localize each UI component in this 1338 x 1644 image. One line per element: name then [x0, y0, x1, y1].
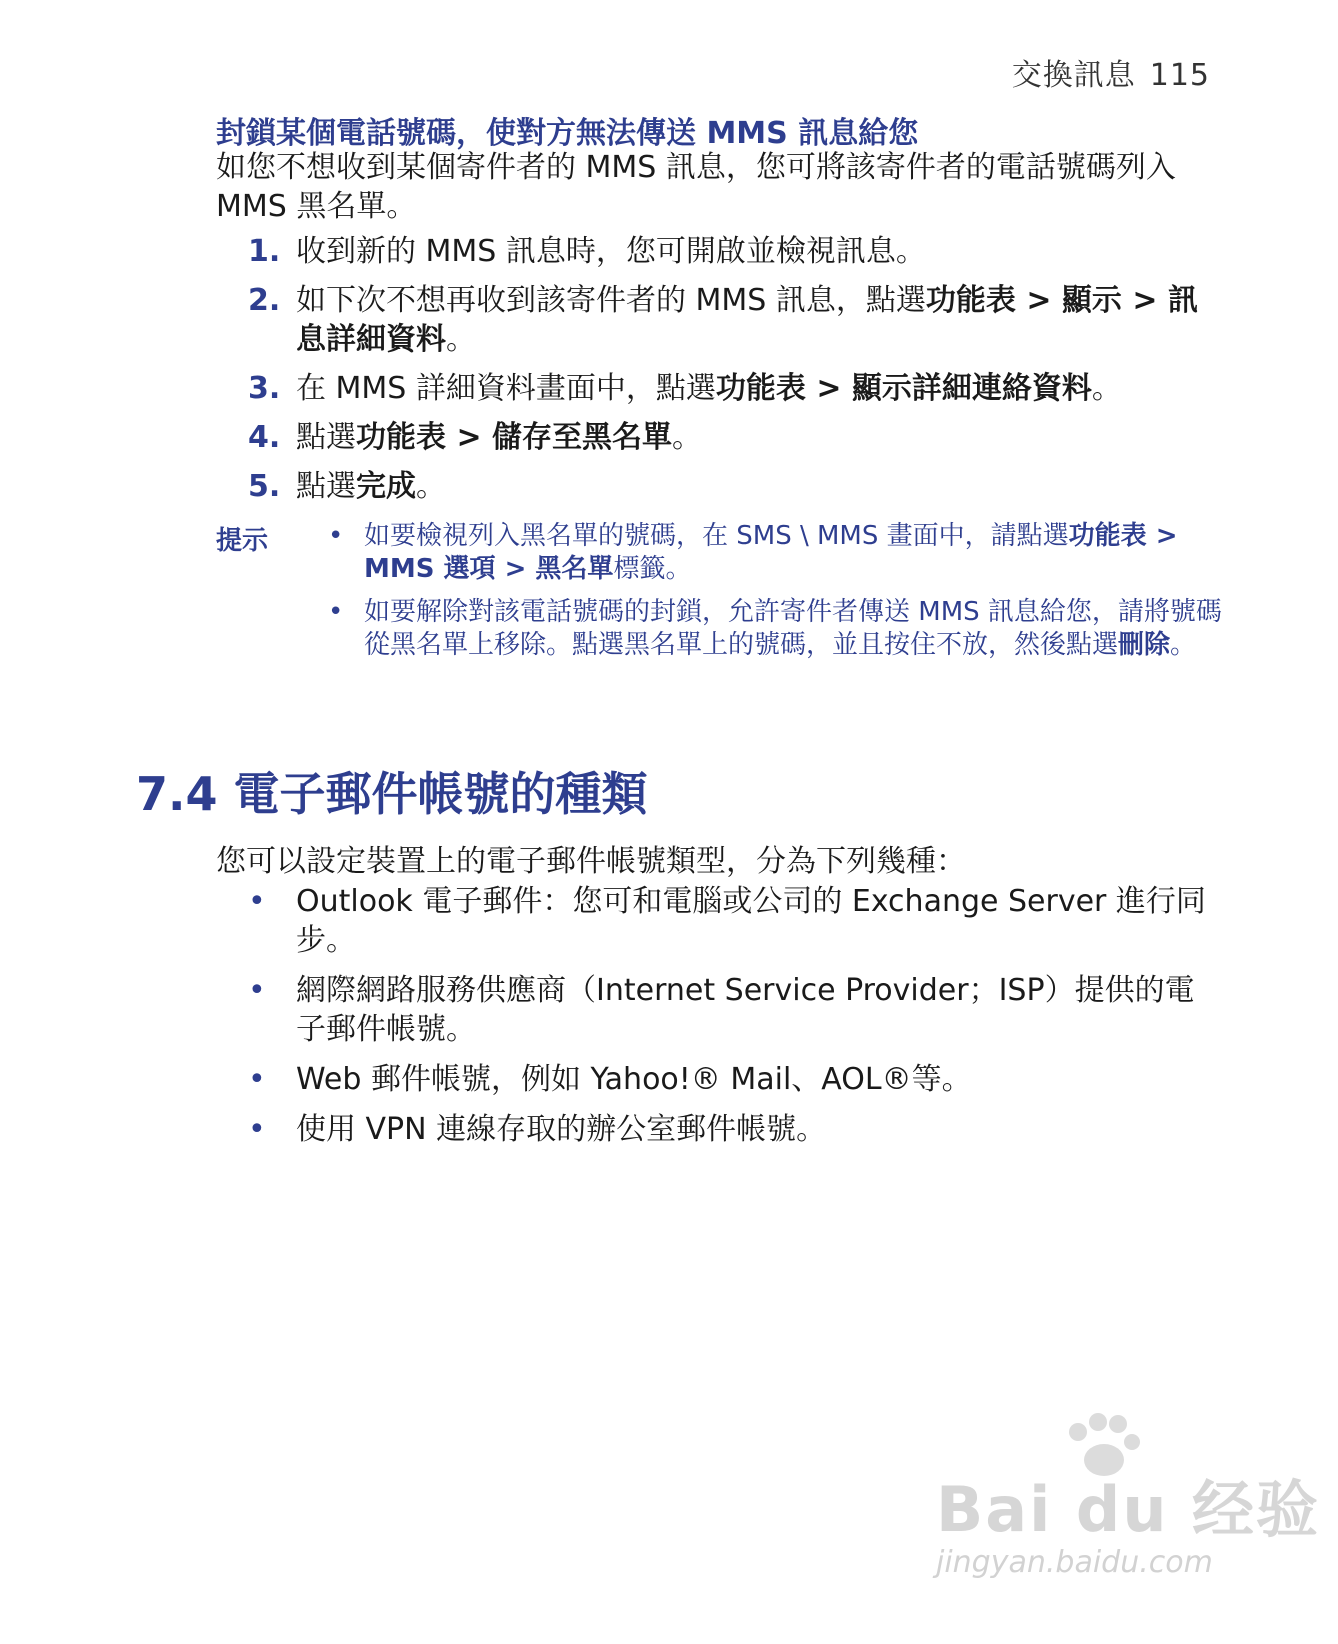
tips-block	[216, 520, 1226, 672]
bullet-icon: •	[328, 521, 344, 551]
page-header	[1012, 50, 1210, 94]
tip-item: • 如要解除對該電話號碼的封鎖，允許寄件者傳送 MMS 訊息給您，請將號碼從黑名單上移除。點選黑名單上的號碼，並且按住不放，然後點選刪除。	[328, 597, 1222, 660]
step-text: 收到新的 MMS 訊息時，您可開啟並檢視訊息。	[296, 234, 926, 269]
step-text: 如下次不想再收到該寄件者的 MMS 訊息，點選功能表 > 顯示 > 訊息詳細資料。	[296, 283, 1198, 357]
ui-term: 功能表	[925, 283, 1016, 318]
ui-term: MMS 選項	[364, 554, 496, 584]
list-item: • Outlook 電子郵件：您可和電腦或公司的 Exchange Server 進行同步。	[248, 884, 1206, 958]
ui-term: 儲存至黑名單	[492, 420, 673, 455]
ui-term: 完成	[356, 469, 416, 504]
bullet-icon: •	[248, 973, 266, 1008]
list-item: • 網際網路服務供應商（Internet Service Provider；ISP）提供的電子郵件帳號。	[248, 973, 1195, 1047]
ui-term: 顯示	[1061, 283, 1122, 318]
step-number: 5.	[248, 469, 281, 504]
step-item	[248, 418, 1208, 457]
ui-term: 功能表	[1068, 521, 1147, 551]
account-types-list	[248, 882, 1208, 1160]
list-item: • Web 郵件帳號，例如 Yahoo!® Mail、AOL®等。	[248, 1062, 972, 1097]
bullet-icon: •	[248, 1112, 266, 1147]
section-title: 7.4 電子郵件帳號的種類	[136, 767, 648, 821]
section-lead: 您可以設定裝置上的電子郵件帳號類型，分為下列幾種：	[216, 844, 966, 879]
step-number: 4.	[248, 420, 281, 455]
step-number: 1.	[248, 234, 281, 269]
ui-term: 功能表	[715, 371, 806, 406]
bullet-icon: •	[248, 1062, 266, 1097]
ui-term: 顯示詳細連絡資料	[851, 371, 1092, 406]
tip-item: • 如要檢視列入黑名單的號碼，在 SMS \ MMS 畫面中，請點選功能表 > MMS 選項 > 黑名單標籤。	[328, 521, 1178, 584]
block-heading: 封鎖某個電話號碼，使對方無法傳送 MMS 訊息給您	[216, 116, 919, 151]
ui-term: 訊息詳細資料	[296, 283, 1198, 357]
step-text: 點選完成。	[296, 469, 446, 504]
step-item	[248, 369, 1208, 408]
step-text: 點選功能表 > 儲存至黑名單。	[296, 420, 703, 455]
steps-list	[248, 232, 1208, 516]
page-number: 115	[1149, 58, 1210, 93]
watermark-url: jingyan.baidu.com	[936, 1545, 1213, 1580]
tips-label: 提示	[216, 526, 269, 556]
step-text: 在 MMS 詳細資料畫面中，點選功能表 > 顯示詳細連絡資料。	[296, 371, 1122, 406]
step-number: 2.	[248, 283, 281, 318]
ui-term: 刪除	[1118, 630, 1171, 660]
chapter-title: 交換訊息	[1011, 58, 1136, 93]
step-item	[248, 232, 1208, 271]
step-number: 3.	[248, 371, 281, 406]
step-item	[248, 281, 1208, 359]
intro-paragraph: 如您不想收到某個寄件者的 MMS 訊息，您可將該寄件者的電話號碼列入 MMS 黑名單。	[216, 150, 1176, 224]
watermark-logo-text: Bai du 经验	[936, 1473, 1321, 1546]
bullet-icon: •	[328, 597, 344, 627]
ui-term: 黑名單	[535, 554, 614, 584]
list-item: • 使用 VPN 連線存取的辦公室郵件帳號。	[248, 1112, 827, 1147]
ui-term: 功能表	[356, 420, 446, 455]
baidu-watermark	[936, 1410, 1321, 1580]
step-item	[248, 467, 1208, 506]
bullet-icon: •	[248, 884, 266, 919]
